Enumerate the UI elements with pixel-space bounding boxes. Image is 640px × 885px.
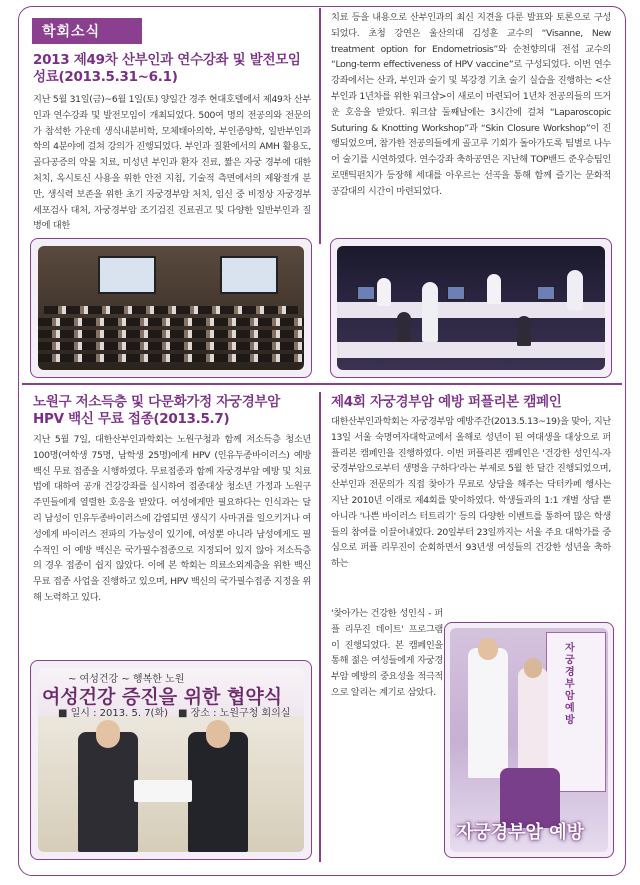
article1-body-left: 지난 5월 31일(금)~6월 1일(토) 양일간 경주 현대호텔에서 제49차 산부인과 연수강좌 및 발전모임이 개최되었다. 500여 명의 전공의와 전문의가 참석한 가운데 생식내분비학, 모체태아의학, 부인종양학, 일반부인과학의 4분야에 걸쳐 강의가 진행되었다. 부인과 질환에서의 AMH 활용도, 골다공증의 약물 치료, 미성년 부인과 환자 진료, 짧은 자궁 경부에 대한 처치, 옥시토신 사용을 위한 안전 지침, 기술적 측면에서의 제왕절개 분만, 생식력 보존을 위한 초기 자궁경부암 처치, 임신 중 비정상 자궁경부 세포검사 대처, 자궁경부암 조기검진 진료권고 및 다양한 일반부인과 질병에 대한 <box>33 94 311 232</box>
signing-banner-top: ~ 여성건강 ~ 행복한 노원 <box>68 674 185 685</box>
workshop-photo <box>337 246 605 370</box>
campaign-photo-caption: 자궁경부암 예방 <box>456 822 584 843</box>
article1-body-right: 치료 등을 내용으로 산부인과의 최신 지견을 다룬 발표와 토론으로 구성되었다. 초청 강연은 울산의대 김성훈 교수의 “Visanne, New treatment option for Endometriosis”와 순천향의대 전섭 교수의 “Long-term effectiveness of HPV vaccine”로 구성되었다. 이번 연수강좌에서는 산과, 부인과 술기 및 복강경 기초 술기 실습을 진행하는 <산부인과 1년차를 위한 워크샵>이 새로이 마련되어 1년차 전공의들의 뜨거운 호응을 받았다. 워크샵 둘째날에는 3시간에 걸쳐 “Laparoscopic Suturing & Knotting Workshop”과 “Skin Closure Workshop”이 진행되었으며, 참가한 전공의들에게 골고루 기회가 돌아가도록 팀별로 나누어 술기를 시연하였다. 연수강좌 축하공연은 지난해 TOP밴드 준우승팀인 로맨틱펀치가 등장해 세대를 아우르는 선곡을 통해 함께 즐기는 문화적 공감대의 시간이 마련되었다. <box>331 12 611 197</box>
article3-body-top: 대한산부인과학회는 자궁경부암 예방주간(2013.5.13~19)을 맞아, 지난 13일 서울 숙명여자대학교에서 올해로 성년이 된 여대생을 대상으로 퍼플리본 캠페인을 진행하였다. 이번 퍼플리본 캠페인은 '건강한 성인식-자궁경부암으로부터 생명을 구하다'라는 부제로 5월 한 달간 진행되었으며, 산부인과 전문의가 직접 찾아가 무료로 상담을 해주는 닥터카페 행사는 지난 2010년 이래로 제4회를 맞이하였다. 학생들과의 1:1 개별 상담 뿐 아니라 '나쁜 바이러스 터트리기' 등의 다양한 이벤트를 통하여 많은 학생들의 참여를 이끌어내었다. 20일부터 23일까지는 서울 주요 대학가를 중심으로 퍼플 리무진이 순회하면서 93년생 여성들의 건강한 성년을 축하하는 <box>331 416 611 570</box>
row-divider <box>22 383 622 385</box>
article3-body-bottom: '찾아가는 건강한 성인식 - 퍼플 리무진 데이트' 프로그램이 진행되었다. 본 캠페인을 통해 젊은 여성들에게 자궁경부암 예방의 중요성을 적극적으로 알리는 계기로 삼았다. <box>331 608 443 698</box>
article1-title: 2013 제49차 산부인과 연수강좌 및 발전모임 성료(2013.5.31~6.1) <box>33 52 301 85</box>
column-divider-top <box>319 8 321 244</box>
signing-ceremony-photo <box>38 668 304 852</box>
article2-title: 노원구 저소득층 및 다문화가정 자궁경부암 HPV 백신 무료 접종(2013.5.7) <box>33 394 280 427</box>
conference-hall-photo <box>38 246 304 370</box>
signing-banner-title: 여성건강 증진을 위한 협약식 <box>42 686 283 708</box>
section-label: 학회소식 <box>42 24 101 40</box>
campaign-poster-text: 자궁경부암 예방 <box>565 643 575 726</box>
column-divider-bottom <box>319 392 321 862</box>
article3-title: 제4회 자궁경부암 예방 퍼플리본 캠페인 <box>331 394 562 410</box>
section-tab <box>32 18 142 44</box>
article2-body: 지난 5월 7일, 대한산부인과학회는 노원구청과 함께 저소득층 청소년 100명(여학생 75명, 남학생 25명)에게 HPV (인유두종바이러스) 예방 백신 무료 접종을 시행하였다. 무료접종과 함께 자궁경부암 예방 및 치료법에 대하여 공개 건강강좌를 실시하여 접종대상 청소년 가정과 노원구 주민들에게 열렬한 호응을 받았다. 여성에게만 필요하다는 인식과는 달리 남성이 인유두종바이러스에 감염되면 생식기 사마귀를 일으키거나 여성에게 바이러스 전파의 가능성이 있기에, 여성뿐 아니라 남성에게도 필수적인 이 예방 백신은 국가필수접종으로 지정되어 있지 않아 저소득층의 경우 접종이 쉽지 않았다. 이에 본 학회는 의료소외계층을 위한 백신 무료 접종 사업을 진행하고 있으며, HPV 백신의 국가필수접종 지정을 위해 노력하고 있다. <box>33 434 311 603</box>
signing-banner-place: ■ 장소 : 노원구청 회의실 <box>178 708 291 719</box>
signing-banner-date: ■ 일시 : 2013. 5. 7(화) <box>58 708 169 719</box>
purple-ribbon-campaign-photo <box>450 628 608 852</box>
